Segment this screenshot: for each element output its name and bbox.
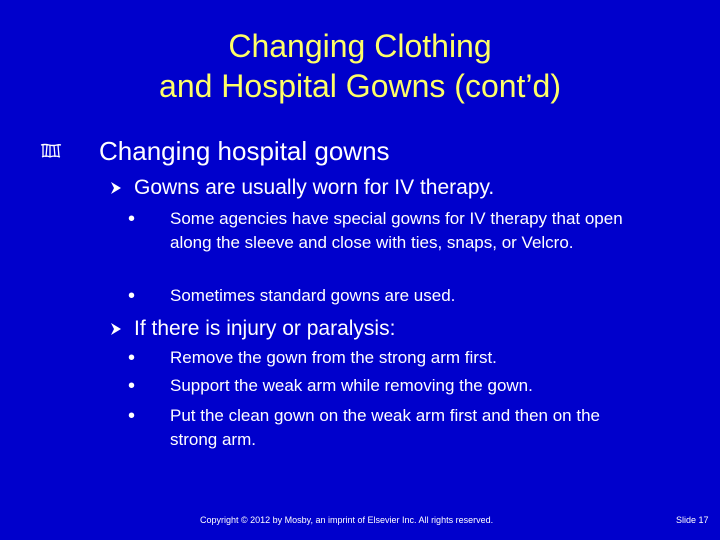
sub-point-1-item-2: Sometimes standard gowns are used. bbox=[170, 286, 456, 305]
bullet-dot: • bbox=[128, 375, 136, 397]
slide-number: Slide 17 bbox=[676, 515, 709, 525]
sub-point-2-item-1: Remove the gown from the strong arm first. bbox=[170, 348, 497, 367]
bullet-dot: • bbox=[128, 285, 136, 307]
bullet-dot: • bbox=[128, 208, 136, 230]
sub-point-2-item-2: Support the weak arm while removing the gown. bbox=[170, 376, 533, 395]
sub-point-2-item-3: Put the clean gown on the weak arm first and then on the strong arm. bbox=[170, 406, 600, 449]
main-bullet-text: Changing hospital gowns bbox=[99, 136, 390, 166]
bullet-dot: • bbox=[128, 347, 136, 369]
bullet-dot: • bbox=[128, 405, 136, 427]
sub-point-1-text: Gowns are usually worn for IV therapy. bbox=[134, 176, 495, 199]
sub-point-2-text: If there is injury or paralysis: bbox=[134, 317, 396, 340]
title-line-2: and Hospital Gowns (cont’d) bbox=[159, 68, 561, 104]
arrowhead-icon bbox=[110, 322, 122, 336]
drapery-wingdings-icon bbox=[40, 143, 62, 159]
copyright-notice: Copyright © 2012 by Mosby, an imprint of Elsevier Inc. All rights reserved. bbox=[200, 515, 494, 525]
sub-point-1-item-1: Some agencies have special gowns for IV therapy that open along the sleeve and close with ties, snaps, or Velcro. bbox=[170, 209, 623, 252]
slide-title bbox=[60, 26, 660, 106]
arrowhead-icon bbox=[110, 181, 122, 195]
title-line-1: Changing Clothing bbox=[228, 28, 492, 64]
